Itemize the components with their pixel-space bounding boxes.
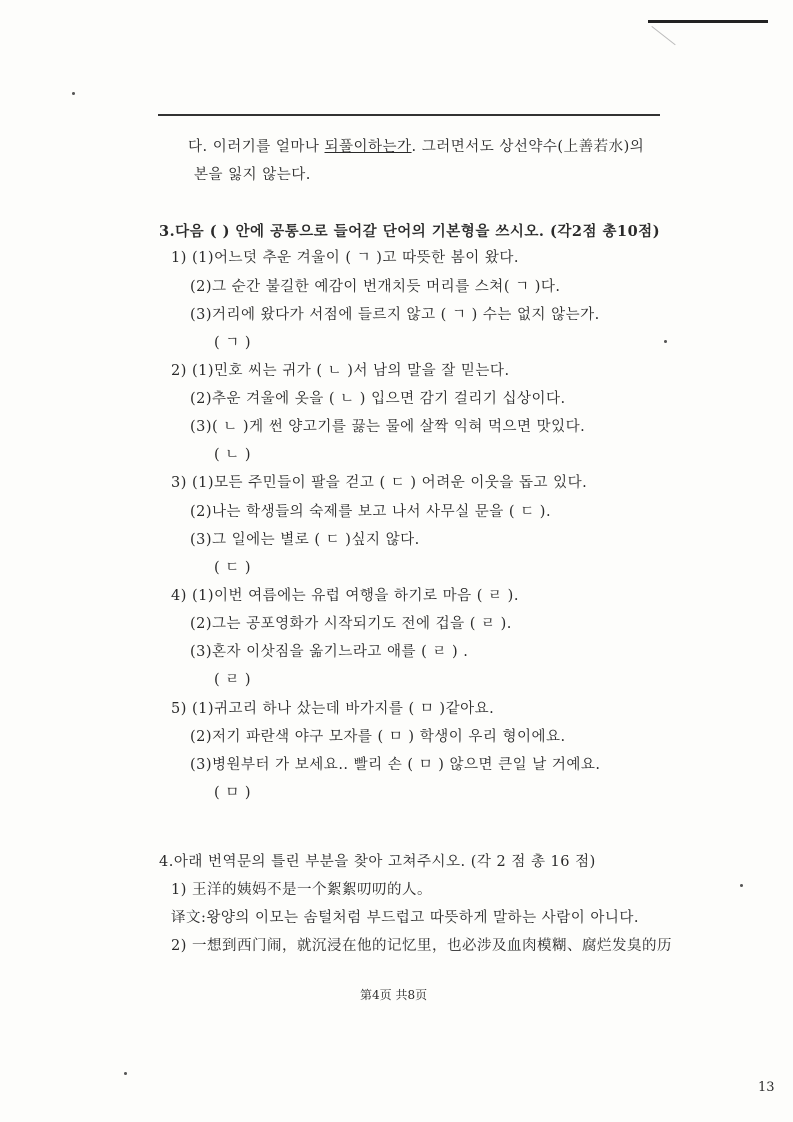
- page-footer: 第4页 共8页: [360, 988, 428, 1002]
- scan-mark: [651, 26, 675, 45]
- q3-answer-blank: ( ㄱ ): [214, 335, 252, 351]
- continuation-line-2: 본을 잃지 않는다.: [194, 167, 311, 183]
- q3-line: (3)거리에 왔다가 서점에 들르지 않고 ( ㄱ ) 수는 없지 않는가.: [190, 307, 600, 323]
- top-right-rule: [648, 20, 768, 23]
- q3-line: (2)저기 파란색 야구 모자를 ( ㅁ ) 학생이 우리 형이에요.: [190, 729, 566, 745]
- continuation-text: 다. 이러기를 얼마나: [188, 139, 325, 155]
- q3-line: (3)병원부터 가 보세요.. 빨리 손 ( ㅁ ) 않으면 큰일 날 거예요.: [190, 757, 601, 773]
- q4-item-2: 2) 一想到西门闹，就沉浸在他的记忆里，也必涉及血肉模糊、腐烂发臭的历: [171, 938, 672, 954]
- q3-line: (2)그는 공포영화가 시작되기도 전에 겁을 ( ㄹ ).: [190, 616, 512, 632]
- q3-line: 3) (1)모든 주민들이 팔을 걷고 ( ㄷ ) 어려운 이웃을 돕고 있다.: [171, 475, 588, 491]
- scan-speck: [664, 340, 667, 343]
- q3-line: (3)그 일에는 별로 ( ㄷ )싶지 않다.: [190, 532, 420, 548]
- scan-speck: [72, 92, 75, 95]
- q3-line: 2) (1)민호 씨는 귀가 ( ㄴ )서 남의 말을 잘 믿는다.: [171, 363, 510, 379]
- q3-line: (2)그 순간 불길한 예감이 번개치듯 머리를 스쳐( ㄱ )다.: [190, 279, 561, 295]
- q3-answer-blank: ( ㅁ ): [214, 785, 252, 801]
- q3-header: 3.다음 ( ) 안에 공통으로 들어갈 단어의 기본형을 쓰시오. (각2점 총10점): [159, 223, 661, 240]
- scan-speck: [740, 884, 743, 887]
- q3-line: 1) (1)어느덧 추운 겨울이 ( ㄱ )고 따뜻한 봄이 왔다.: [171, 250, 519, 266]
- continuation-line-1: [188, 135, 644, 156]
- q3-answer-blank: ( ㄷ ): [214, 560, 252, 576]
- page-number: 13: [758, 1080, 775, 1095]
- q3-line: 4) (1)이번 여름에는 유럽 여행을 하기로 마음 ( ㄹ ).: [171, 588, 519, 604]
- q3-answer-blank: ( ㄹ ): [214, 672, 252, 688]
- continuation-text-end: . 그러면서도 상선약수(上善若水)의: [411, 139, 645, 155]
- q4-item-1: 1) 王洋的姨妈不是一个絮絮叨叨的人。: [171, 882, 432, 898]
- q3-answer-blank: ( ㄴ ): [214, 447, 252, 463]
- q3-line: (3)혼자 이삿짐을 옮기느라고 애를 ( ㄹ ) .: [190, 644, 469, 660]
- q3-line: 5) (1)귀고리 하나 샀는데 바가지를 ( ㅁ )같아요.: [171, 701, 495, 717]
- q4-item-1-translation: 译文:왕양의 이모는 솜털처럼 부드럽고 따뜻하게 말하는 사람이 아니다.: [171, 910, 639, 926]
- q4-header: 4.아래 번역문의 틀린 부분을 찾아 고쳐주시오. (각 2 점 총 16 점): [159, 854, 596, 870]
- q3-line: (2)나는 학생들의 숙제를 보고 나서 사무실 문을 ( ㄷ ).: [190, 504, 552, 520]
- underlined-phrase: 되풀이하는가: [324, 139, 412, 155]
- q3-line: (3)( ㄴ )게 썬 양고기를 끓는 물에 살짝 익혀 먹으면 맛있다.: [190, 419, 586, 435]
- q3-line: (2)추운 겨울에 옷을 ( ㄴ ) 입으면 감기 걸리기 십상이다.: [190, 391, 566, 407]
- scan-speck: [124, 1072, 127, 1075]
- header-rule: [158, 114, 660, 116]
